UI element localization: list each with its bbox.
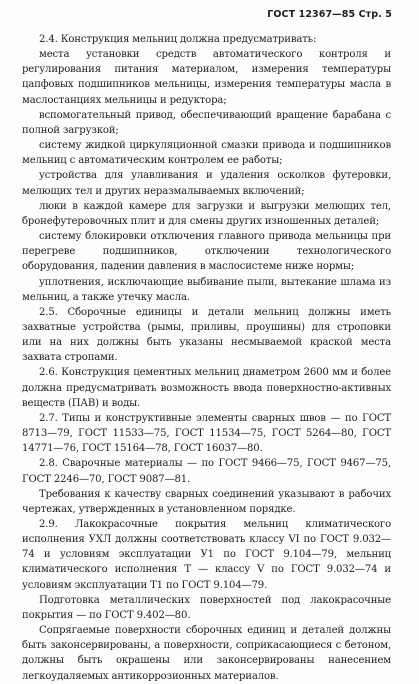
running-header: ГОСТ 12367—85 Стр. 5 (267, 9, 392, 20)
list-item: места установки средств автоматического контроля и регулирования питания материалом, измерения температуры цапфовых подшипников мельницы, измерения температуры масла в маслостанциях мельницы и редуктора; (22, 49, 391, 106)
list-item: устройства для улавливания и удаления осколков футеровки, мелющих тел и других неразмалываемых включений; (22, 170, 391, 197)
clause-2-9: 2.9. Лакокрасочные покрытия мельниц климатического исполнения УХЛ должны соответствовать классу VI по ГОСТ 9.032—74 и условиям эксплуатации У1 по ГОСТ 9.104—79, мельниц климатического исполнения Т — классу V по ГОСТ 9.032—74 и условиям эксплуатации Т1 по ГОСТ 9.104—79. (22, 519, 391, 591)
clause-2-7: 2.7. Типы и конструктивные элементы сварных швов — по ГОСТ 8713—79, ГОСТ 11533—75, ГОСТ 11534—75, ГОСТ 5264—80, ГОСТ 14771—76, ГОСТ 15164—78, ГОСТ 16037—80. (22, 412, 391, 455)
paragraph: Требования к качеству сварных соединений указывают в рабочих чертежах, утвержденных в установленном порядке. (22, 488, 391, 515)
list-item: вспомогательный привод, обеспечивающий вращение барабана с полной загрузкой; (22, 109, 391, 136)
body-text (22, 32, 391, 684)
clause-2-4-heading: 2.4. Конструкция мельниц должна предусматривать: (39, 34, 317, 45)
clause-2-5: 2.5. Сборочные единицы и детали мельниц должны иметь захватные устройства (рымы, приливы, проушины) для строповки или на них должны быть указаны несмываемой краской места захвата стропами. (22, 306, 391, 364)
clause-2-6: 2.6. Конструкция цементных мельниц диаметром 2600 мм и более должна предусматривать возможность ввода поверхностно-активных веществ (ПАВ) и воды. (22, 367, 391, 409)
clause-2-8: 2.8. Сварочные материалы — по ГОСТ 9466—75, ГОСТ 9467—75, ГОСТ 2246—70, ГОСТ 9087—81. (22, 458, 391, 485)
paragraph: Подготовка металлических поверхностей под лакокрасочные покрытия — по ГОСТ 9.402—80. (22, 594, 391, 621)
paragraph: Сопрягаемые поверхности сборочных единиц и деталей должны быть законсервированы, а поверхности, соприкасающиеся с бетоном, должны быть окрашены или законсервированы нанесением легкоудаляемых антикоррозионных материалов. (22, 625, 391, 682)
list-item: люки в каждой камере для загрузки и выгрузки мелющих тел, бронефутеровочных плит и для смены других изношенных деталей; (22, 200, 391, 227)
list-item: систему блокировки отключения главного привода мельницы при перегреве подшипников, отключении технологического оборудования, падении давления в маслосистеме ниже нормы; (22, 231, 391, 273)
list-item: уплотнения, исключающие выбивание пыли, вытекание шлама из мельниц, а также утечку масла. (22, 276, 391, 303)
list-item: систему жидкой циркуляционной смазки привода и подшипников мельниц с автоматическим контролем ее работы; (22, 140, 391, 167)
